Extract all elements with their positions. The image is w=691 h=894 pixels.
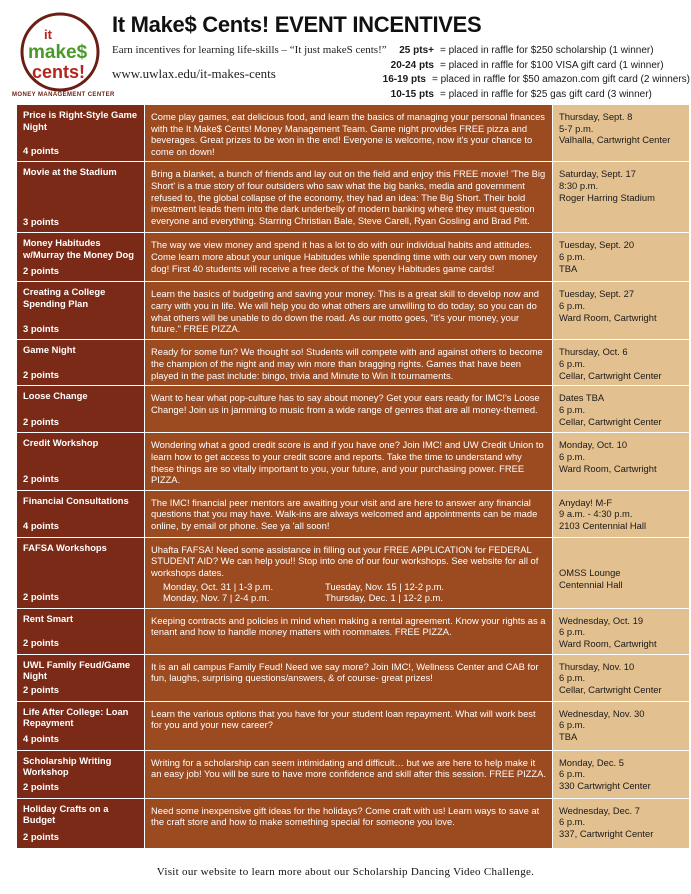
event-points: 2 points bbox=[23, 683, 59, 695]
event-description-cell bbox=[145, 282, 553, 340]
event-description: Wondering what a good credit score is and if you have one? Join IMC! and UW Credit Union to learn how to get access to your credit score and reports. Take the time to understand why these things are so vitally important to you, your future, and your purchasing power. FREE PIZZA. bbox=[151, 439, 544, 486]
event-title: Financial Consultations bbox=[23, 494, 129, 506]
event-name-cell bbox=[17, 608, 145, 654]
event-description-cell bbox=[145, 701, 553, 750]
event-when-line: 6 p.m. bbox=[559, 250, 586, 262]
event-name-cell bbox=[17, 105, 145, 162]
event-title: Loose Change bbox=[23, 390, 88, 402]
event-points: 2 points bbox=[23, 368, 59, 380]
event-when-line: 9 a.m. - 4:30 p.m. bbox=[559, 508, 633, 520]
event-row bbox=[17, 750, 690, 798]
event-when-line: 330 Cartwright Center bbox=[559, 779, 651, 791]
event-when-line: 6 p.m. bbox=[559, 719, 586, 731]
event-when-line bbox=[559, 544, 683, 556]
event-title: Creating a College Spending Plan bbox=[23, 286, 106, 309]
event-row bbox=[17, 608, 690, 654]
event-title: Holiday Crafts on a Budget bbox=[23, 802, 109, 825]
event-when-line: 6 p.m. bbox=[559, 357, 586, 369]
event-description-cell bbox=[145, 798, 553, 848]
event-when-line: Saturday, Sept. 17 bbox=[559, 168, 636, 180]
event-title: Scholarship Writing Workshop bbox=[23, 754, 112, 777]
raffle-list bbox=[370, 44, 690, 102]
event-when-cell bbox=[553, 433, 690, 490]
event-points: 2 points bbox=[23, 264, 59, 276]
event-when-line: Cellar, Cartwright Center bbox=[559, 683, 662, 695]
event-when-line: TBA bbox=[559, 262, 578, 274]
event-when-line: Ward Room, Cartwright bbox=[559, 311, 657, 323]
page-title: It Make$ Cents! EVENT INCENTIVES bbox=[112, 12, 482, 37]
event-when-line: Monday, Oct. 10 bbox=[559, 439, 628, 451]
event-row bbox=[17, 654, 690, 701]
event-when-line: Thursday, Sept. 8 bbox=[559, 111, 633, 122]
event-description-cell bbox=[145, 233, 553, 282]
event-title: Money Habitudes w/Murray the Money Dog bbox=[23, 237, 134, 260]
event-description: Ready for some fun? We thought so! Students will compete with and against others to become the champion of the night and may win more than bragging rights. Games that have been played in the past include: bingo, trivia and Minute to Win It tournaments. bbox=[151, 346, 543, 381]
event-description-cell bbox=[145, 162, 553, 233]
event-when-line: 6 p.m. bbox=[559, 672, 586, 684]
header bbox=[0, 0, 691, 104]
event-name-cell bbox=[17, 654, 145, 701]
event-when-line: Wednesday, Oct. 19 bbox=[559, 614, 644, 626]
workshop-schedule bbox=[151, 581, 546, 604]
event-row bbox=[17, 537, 690, 608]
event-name-cell bbox=[17, 282, 145, 340]
event-points: 4 points bbox=[23, 144, 59, 156]
event-description-cell bbox=[145, 750, 553, 798]
raffle-description: = placed in raffle for $25 gas gift card (3 winner) bbox=[440, 88, 652, 100]
event-name-cell bbox=[17, 750, 145, 798]
raffle-row bbox=[370, 44, 690, 59]
event-title: Movie at the Stadium bbox=[23, 166, 117, 178]
event-name-cell bbox=[17, 701, 145, 750]
logo-text-line1: it bbox=[44, 27, 52, 42]
event-row bbox=[17, 386, 690, 433]
event-points: 2 points bbox=[23, 591, 59, 603]
event-when-line: 6 p.m. bbox=[559, 403, 586, 415]
event-when-cell bbox=[553, 386, 690, 433]
event-row bbox=[17, 433, 690, 490]
event-name-cell bbox=[17, 798, 145, 848]
logo-text-line3: cents! bbox=[32, 62, 86, 82]
event-when-line: Wednesday, Nov. 30 bbox=[559, 707, 645, 719]
event-when-line: 2103 Centennial Hall bbox=[559, 519, 647, 531]
event-points: 2 points bbox=[23, 830, 59, 842]
event-title: FAFSA Workshops bbox=[23, 541, 107, 553]
event-description-cell bbox=[145, 608, 553, 654]
event-when-cell bbox=[553, 537, 690, 608]
event-points: 4 points bbox=[23, 520, 59, 532]
event-points: 2 points bbox=[23, 636, 59, 648]
event-when-line: 6 p.m. bbox=[559, 768, 586, 780]
event-description-cell bbox=[145, 433, 553, 490]
event-description: Learn the basics of budgeting and saving your money. This is a great skill to develop now and carry with you in life. We will help you do what others are unwilling to do today, so you can do what others will be unable to do down the road. As our motto goes, "it's your money, your future." FREE PIZZA. bbox=[151, 288, 539, 335]
event-when-line: 6 p.m. bbox=[559, 299, 586, 311]
event-title: Price is Right-Style Game Night bbox=[23, 109, 138, 132]
event-when-cell bbox=[553, 654, 690, 701]
event-description-cell bbox=[145, 340, 553, 386]
event-description: The way we view money and spend it has a lot to do with our individual habits and attitudes. Come learn more about your unique Habitudes while spending time with our very own money dog! First 40 students will receive a free deck of the Money Habitudes game cards! bbox=[151, 239, 538, 274]
event-name-cell bbox=[17, 490, 145, 537]
event-when-line: Dates TBA bbox=[559, 392, 605, 404]
event-name-cell bbox=[17, 162, 145, 233]
event-when-line: Ward Room, Cartwright bbox=[559, 637, 657, 649]
event-when-cell bbox=[553, 340, 690, 386]
event-description-cell bbox=[145, 654, 553, 701]
event-when-line: Centennial Hall bbox=[559, 578, 623, 590]
event-row bbox=[17, 340, 690, 386]
event-when-cell bbox=[553, 798, 690, 848]
event-points: 2 points bbox=[23, 473, 59, 485]
raffle-points: 20-24 pts bbox=[390, 59, 434, 71]
event-row bbox=[17, 490, 690, 537]
event-description: Uhafta FAFSA! Need some assistance in filling out your FREE APPLICATION for FEDERAL STUDENT AID? We can help you!! Stop into one of our four workshops. See website for all of workshops dates. bbox=[151, 543, 539, 578]
event-description-cell bbox=[145, 105, 553, 162]
event-when-line: Cellar, Cartwright Center bbox=[559, 369, 662, 381]
event-name-cell bbox=[17, 386, 145, 433]
event-points: 2 points bbox=[23, 780, 59, 792]
event-title: Game Night bbox=[23, 344, 76, 356]
event-when-line: Wednesday, Dec. 7 bbox=[559, 804, 640, 816]
event-when-line: Ward Room, Cartwright bbox=[559, 462, 657, 474]
raffle-points: 10-15 pts bbox=[390, 88, 434, 100]
event-description: Keeping contracts and policies in mind when making a rental agreement. Know your rights as a tenant and how to handle money matters with roommates. FREE PIZZA. bbox=[151, 614, 546, 638]
event-when-line: Monday, Dec. 5 bbox=[559, 756, 624, 768]
raffle-description: = placed in raffle for $250 scholarship (1 winner) bbox=[440, 45, 654, 56]
event-description: The IMC! financial peer mentors are awaiting your visit and are here to answer any financial questions that you may have. Walk-ins are always welcomed and appointments can be made online, by email or phone. See ya 'all soon! bbox=[151, 496, 538, 531]
raffle-description: = placed in raffle for $100 VISA gift card (1 winner) bbox=[440, 59, 664, 71]
event-description-cell bbox=[145, 386, 553, 433]
event-when-cell bbox=[553, 233, 690, 282]
event-when-line: Roger Harring Stadium bbox=[559, 191, 655, 203]
event-when-cell bbox=[553, 162, 690, 233]
logo-caption: MONEY MANAGEMENT CENTER bbox=[12, 92, 115, 98]
event-when-line: 8:30 p.m. bbox=[559, 179, 599, 191]
event-when-cell bbox=[553, 282, 690, 340]
event-name-cell bbox=[17, 233, 145, 282]
event-when-cell bbox=[553, 750, 690, 798]
event-when-line: Anyday! M-F bbox=[559, 496, 613, 508]
event-when-line: TBA bbox=[559, 730, 578, 742]
raffle-description: = placed in raffle for $50 amazon.com gift card (2 winners) bbox=[432, 74, 690, 85]
raffle-row bbox=[370, 59, 690, 74]
event-when-cell bbox=[553, 701, 690, 750]
event-when-line: 5-7 p.m. bbox=[559, 122, 594, 134]
event-description: It is an all campus Family Feud! Need we say more? Join IMC!, Wellness Center and CAB for fun, laughs, surprising questions/answers, & of course- great prizes! bbox=[151, 660, 539, 684]
event-title: Rent Smart bbox=[23, 612, 74, 624]
schedule-row bbox=[151, 581, 546, 593]
event-points: 3 points bbox=[23, 215, 59, 227]
website-url[interactable]: www.uwlax.edu/it-makes-cents bbox=[112, 66, 276, 81]
tagline: Earn incentives for learning life-skills – “It just makeS cents!” bbox=[112, 44, 387, 56]
schedule-entry: Monday, Nov. 7 | 2-4 p.m. bbox=[163, 592, 270, 604]
event-name-cell bbox=[17, 433, 145, 490]
event-points: 2 points bbox=[23, 415, 59, 427]
event-description: Learn the various options that you have for your student loan repayment. What will work best for you and your new career? bbox=[151, 707, 536, 731]
event-when-line: 6 p.m. bbox=[559, 816, 586, 828]
event-points: 4 points bbox=[23, 732, 59, 744]
event-when-line: OMSS Lounge bbox=[559, 566, 621, 578]
event-when-line: 6 p.m. bbox=[559, 450, 586, 462]
schedule-entry: Tuesday, Nov. 15 | 12-2 p.m. bbox=[325, 580, 444, 592]
event-row bbox=[17, 162, 690, 233]
event-row bbox=[17, 233, 690, 282]
event-title: Life After College: Loan Repayment bbox=[23, 705, 129, 728]
event-when-line: Cellar, Cartwright Center bbox=[559, 415, 662, 427]
event-description: Bring a blanket, a bunch of friends and lay out on the field and enjoy this FREE movie! 'The Big Short' is a true story of four outsiders who saw what the big banks, media and government refused to, the global collapse of the economy, they had an idea: The Big Short. Their bold investment leads them into the dark underbelly of modern banking where they must question everyone and everything. Starring Christian Bale, Steve Carell, Ryan Gosling and Brad Pitt. bbox=[151, 168, 546, 226]
event-when-line: Valhalla, Cartwright Center bbox=[559, 134, 671, 146]
event-name-cell bbox=[17, 340, 145, 386]
schedule-entry: Thursday, Dec. 1 | 12-2 p.m. bbox=[325, 592, 443, 604]
event-title: Credit Workshop bbox=[23, 437, 99, 449]
event-points: 3 points bbox=[23, 322, 59, 334]
event-description: Writing for a scholarship can seem intimidating and difficult… but we are here to help make it an easy job! You will be sure to have more confidence and skill after this session. FREE PIZZA. bbox=[151, 756, 546, 780]
event-when-cell bbox=[553, 608, 690, 654]
event-when-line: Tuesday, Sept. 20 bbox=[559, 239, 635, 251]
event-name-cell bbox=[17, 537, 145, 608]
event-when-line: Thursday, Nov. 10 bbox=[559, 660, 635, 672]
event-row bbox=[17, 282, 690, 340]
event-description: Want to hear what pop-culture has to say about money? Get your ears ready for IMC!'s Loose Change! Join us in jamming to music from a wide range of genres that are all money-themed. bbox=[151, 392, 540, 415]
raffle-points: 25 pts+ bbox=[399, 45, 434, 56]
event-when-cell bbox=[553, 105, 690, 162]
events-table bbox=[16, 104, 690, 849]
event-when-line bbox=[559, 555, 683, 567]
footer-note: Visit our website to learn more about our Scholarship Dancing Video Challenge. bbox=[156, 866, 535, 878]
raffle-row bbox=[370, 73, 690, 88]
event-row bbox=[17, 105, 690, 162]
event-when-line: 6 p.m. bbox=[559, 626, 586, 638]
event-row bbox=[17, 798, 690, 848]
schedule-row bbox=[151, 592, 546, 604]
it-makes-cents-logo bbox=[20, 12, 100, 92]
raffle-points: 16-19 pts bbox=[382, 74, 426, 85]
event-title: UWL Family Feud/Game Night bbox=[23, 658, 131, 681]
event-when-line: 337, Cartwright Center bbox=[559, 827, 654, 839]
raffle-row bbox=[370, 88, 690, 103]
event-description-cell bbox=[145, 490, 553, 537]
logo-text-line2: make$ bbox=[28, 42, 88, 63]
event-description: Come play games, eat delicious food, and learn the basics of managing your personal finances with the It Make$ Cents! Money Management Team. Game night provides FREE pizza and beverages. Great prizes to be won in the end! Everyone is welcome, now it's your chance to come on down! bbox=[151, 111, 545, 157]
event-description-cell bbox=[145, 537, 553, 608]
event-when-cell bbox=[553, 490, 690, 537]
event-when-line: Thursday, Oct. 6 bbox=[559, 346, 628, 358]
event-row bbox=[17, 701, 690, 750]
event-description: Need some inexpensive gift ideas for the holidays? Come craft with us! Learn ways to save at the craft store and how to make something special for someone you love. bbox=[151, 804, 540, 828]
event-when-line: Tuesday, Sept. 27 bbox=[559, 288, 635, 300]
schedule-entry: Monday, Oct. 31 | 1-3 p.m. bbox=[163, 580, 274, 592]
